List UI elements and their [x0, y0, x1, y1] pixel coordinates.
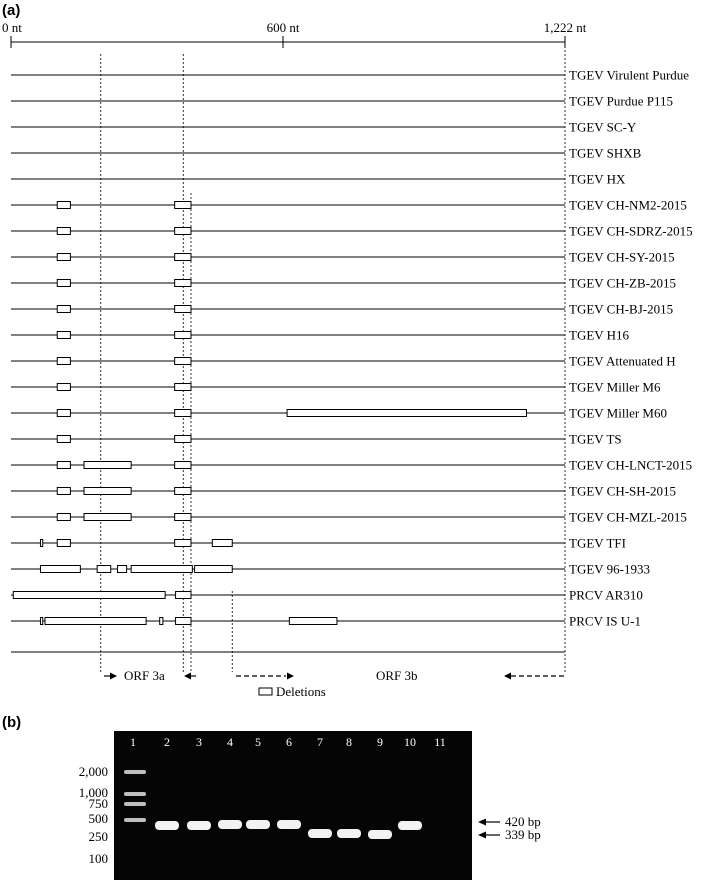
orf3a-annotation: [104, 668, 196, 683]
panel-a: [2, 2, 693, 699]
sample-band: [368, 830, 392, 839]
deletion-box: [40, 540, 42, 547]
strain-name: TGEV Virulent Purdue: [569, 67, 690, 83]
deletion-box: [13, 592, 165, 599]
deletion-box: [175, 280, 191, 287]
strain-rows: [11, 68, 693, 629]
lane-label: 4: [227, 735, 233, 749]
ladder-band: [124, 802, 146, 806]
deletion-box: [57, 228, 70, 235]
band-420-arrow-icon: [478, 819, 486, 826]
strain-row: [11, 94, 673, 109]
scale-tick-label: 1,222 nt: [543, 20, 587, 35]
strain-name: TGEV H16: [569, 327, 630, 343]
ladder-size-label: 1,000: [78, 785, 108, 800]
orf3a-right-arrow-icon: [110, 673, 117, 680]
strain-row: [11, 250, 675, 265]
strain-name: TGEV 96-1933: [569, 561, 651, 577]
deletion-box: [40, 618, 42, 625]
strain-row: [11, 354, 676, 369]
strain-name: TGEV SHXB: [569, 145, 642, 161]
sample-band: [277, 820, 301, 829]
panel-b-label: (b): [2, 714, 22, 731]
scale-tick-label: 0 nt: [2, 20, 22, 35]
strain-name: TGEV CH-NM2-2015: [569, 197, 687, 213]
lane-label: 1: [130, 735, 136, 749]
orf3b-right-arrow-icon: [287, 673, 294, 680]
strain-name: TGEV TFI: [569, 535, 626, 551]
deletion-box: [118, 566, 127, 573]
deletions-legend: [259, 684, 326, 699]
deletion-box: [175, 306, 191, 313]
strain-name: TGEV Purdue P115: [569, 93, 673, 109]
gel-image: [114, 731, 472, 880]
lane-label: 9: [377, 735, 383, 749]
deletion-box: [176, 592, 191, 599]
ladder-band: [124, 792, 146, 796]
strain-row: [11, 68, 689, 83]
deletion-box: [175, 436, 191, 443]
deletion-box: [195, 566, 233, 573]
sample-band: [218, 820, 242, 829]
lane-label: 10: [404, 735, 416, 749]
deletion-box: [212, 540, 232, 547]
strain-row: [11, 406, 667, 421]
orf3a-label: ORF 3a: [124, 668, 165, 683]
lane-label: 5: [255, 735, 261, 749]
deletion-box: [40, 566, 80, 573]
lane-label: 6: [286, 735, 292, 749]
panel-b: [2, 714, 541, 880]
legend-deletion-box: [259, 688, 272, 695]
deletion-box: [45, 618, 146, 625]
deletion-box: [175, 384, 191, 391]
strain-row: [11, 120, 637, 135]
strain-row: [11, 432, 622, 447]
deletion-box: [57, 358, 70, 365]
strain-name: TGEV Attenuated H: [569, 353, 676, 369]
deletion-box: [57, 436, 70, 443]
deletion-box: [176, 618, 191, 625]
deletion-box: [175, 332, 191, 339]
deletion-box: [175, 410, 191, 417]
strain-name: TGEV TS: [569, 431, 622, 447]
deletion-box: [57, 462, 70, 469]
strain-row: [11, 458, 692, 473]
panel-a-label: (a): [2, 2, 21, 19]
ladder-size-label: 100: [88, 851, 108, 866]
deletion-box: [84, 488, 131, 495]
strain-row: [11, 562, 650, 577]
deletion-box: [175, 488, 191, 495]
deletion-box: [97, 566, 111, 573]
strain-name: TGEV SC-Y: [569, 119, 637, 135]
sample-band: [187, 821, 211, 830]
deletion-box: [175, 254, 191, 261]
sample-band: [308, 829, 332, 838]
strain-name: TGEV CH-LNCT-2015: [569, 457, 693, 473]
deletion-box: [57, 306, 70, 313]
deletion-box: [175, 514, 191, 521]
lane-label: 2: [164, 735, 170, 749]
deletion-box: [160, 618, 163, 625]
strain-name: TGEV CH-BJ-2015: [569, 301, 674, 317]
deletion-box: [57, 488, 70, 495]
strain-row: [11, 328, 630, 343]
ladder-band: [124, 818, 146, 822]
deletion-box: [57, 514, 70, 521]
strain-name: TGEV Miller M60: [569, 405, 667, 421]
band-339-label: 339 bp: [505, 827, 541, 842]
deletion-box: [175, 202, 191, 209]
strain-row: [11, 614, 641, 629]
strain-name: TGEV CH-ZB-2015: [569, 275, 677, 291]
orf3b-left-arrow-icon: [504, 673, 511, 680]
ladder-labels: [79, 764, 108, 866]
orf3b-label: ORF 3b: [376, 668, 418, 683]
ladder-size-label: 750: [88, 796, 108, 811]
strain-row: [11, 276, 676, 291]
deletion-box: [57, 254, 70, 261]
deletion-box: [57, 410, 70, 417]
strain-row: [11, 380, 661, 395]
strain-name: TGEV CH-SH-2015: [569, 483, 677, 499]
strain-name: TGEV HX: [569, 171, 626, 187]
strain-name: PRCV AR310: [569, 587, 643, 603]
orf-guides: [101, 42, 565, 672]
strain-name: TGEV CH-MZL-2015: [569, 509, 687, 525]
strain-row: [11, 510, 687, 525]
sample-band: [398, 821, 422, 830]
lane-label: 11: [434, 735, 446, 749]
lane-label: 8: [346, 735, 352, 749]
deletion-box: [57, 332, 70, 339]
lane-label: 3: [196, 735, 202, 749]
lane-label: 7: [317, 735, 323, 749]
sample-band: [246, 820, 270, 829]
band-size-annotations: [478, 814, 541, 842]
deletion-box: [289, 618, 337, 625]
ladder-size-label: 2,000: [78, 764, 108, 779]
ladder-size-label: 500: [88, 811, 108, 826]
scale-ticks: [2, 20, 587, 48]
deletion-box: [287, 410, 526, 417]
legend-label: Deletions: [276, 684, 326, 699]
strain-row: [11, 484, 676, 499]
strain-row: [11, 588, 643, 603]
scale-tick-label: 600 nt: [266, 20, 300, 35]
strain-row: [11, 302, 673, 317]
deletion-box: [84, 514, 131, 521]
deletion-box: [131, 566, 192, 573]
strain-row: [11, 536, 626, 551]
strain-name: TGEV CH-SY-2015: [569, 249, 675, 265]
sample-band: [337, 829, 361, 838]
deletion-box: [57, 280, 70, 287]
strain-row: [11, 146, 642, 161]
band-339-arrow-icon: [478, 832, 486, 839]
strain-row: [11, 198, 687, 213]
deletion-box: [175, 358, 191, 365]
sample-band: [155, 821, 179, 830]
strain-name: PRCV IS U-1: [569, 613, 642, 629]
band-420-label: 420 bp: [505, 814, 541, 829]
deletion-box: [57, 540, 70, 547]
deletion-box: [175, 540, 191, 547]
strain-name: TGEV Miller M6: [569, 379, 661, 395]
deletion-box: [84, 462, 131, 469]
deletion-box: [175, 462, 191, 469]
ladder-band: [124, 770, 146, 774]
deletion-box: [57, 384, 70, 391]
strain-row: [11, 224, 693, 239]
strain-row: [11, 172, 626, 187]
ladder-size-label: 250: [88, 829, 108, 844]
strain-name: TGEV CH-SDRZ-2015: [569, 223, 693, 239]
deletion-box: [57, 202, 70, 209]
deletion-box: [175, 228, 191, 235]
orf3b-annotation: [236, 668, 565, 683]
